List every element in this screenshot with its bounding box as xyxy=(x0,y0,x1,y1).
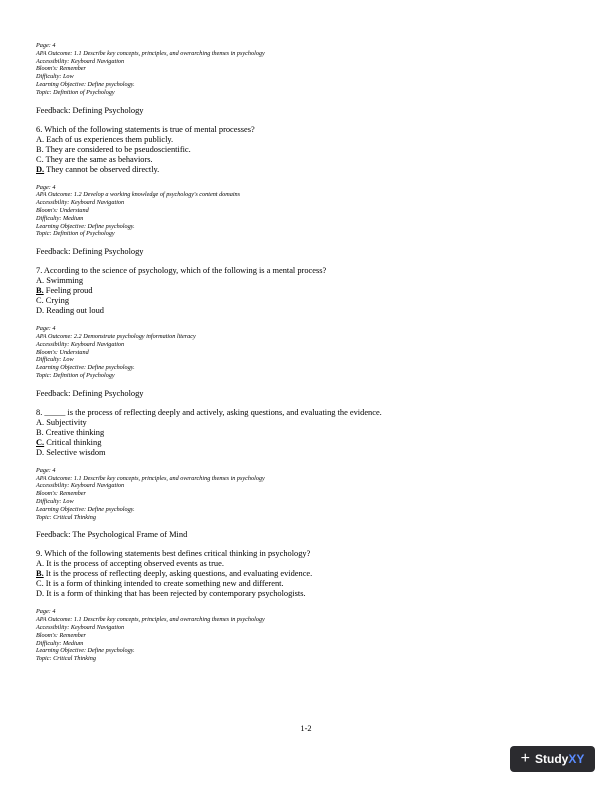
meta-accessibility: Accessibility: Keyboard Navigation xyxy=(36,340,125,348)
answer-letter: B. xyxy=(36,427,44,437)
answer-letter: D. xyxy=(36,306,45,316)
answer-option xyxy=(36,135,576,145)
answer-letter: B. xyxy=(36,144,44,154)
meta-apa-outcome: APA Outcome: 1.1 Describe key concepts, principles, and overarching themes in psychology xyxy=(36,49,265,57)
meta-blooms: Bloom's: Remember xyxy=(36,631,86,639)
question-list xyxy=(36,125,576,663)
feedback-line: Feedback: Defining Psychology xyxy=(36,247,144,257)
correct-answer-letter: B. xyxy=(36,569,44,579)
meta-blooms: Bloom's: Understand xyxy=(36,206,89,214)
answer-option xyxy=(36,165,576,175)
feedback-line: Feedback: Defining Psychology xyxy=(36,105,144,115)
brand-name: Study xyxy=(534,752,569,766)
meta-topic: Topic: Definition of Psychology xyxy=(36,230,115,238)
answer-text: Subjectivity xyxy=(44,417,87,427)
answer-text: Each of us experiences them publicly. xyxy=(44,134,174,144)
answer-option xyxy=(36,448,576,458)
meta-difficulty: Difficulty: Medium xyxy=(36,214,84,222)
document-page xyxy=(36,42,576,663)
meta-page: Page: 4 xyxy=(36,183,56,191)
answer-text: It is the process of accepting observed events as true. xyxy=(44,559,224,569)
answer-letter: C. xyxy=(36,296,44,306)
answer-options xyxy=(36,418,576,458)
meta-apa-outcome: APA Outcome: 1.1 Describe key concepts, principles, and overarching themes in psychology xyxy=(36,474,265,482)
meta-blooms: Bloom's: Remember xyxy=(36,65,86,73)
meta-apa-outcome: APA Outcome: 1.1 Describe key concepts, principles, and overarching themes in psychology xyxy=(36,616,265,624)
feedback-line: Feedback: The Psychological Frame of Mind xyxy=(36,530,188,540)
answer-text: Selective wisdom xyxy=(44,447,106,457)
answer-text: Critical thinking xyxy=(44,437,102,447)
answer-letter: A. xyxy=(36,559,45,569)
meta-accessibility: Accessibility: Keyboard Navigation xyxy=(36,482,125,490)
meta-block xyxy=(36,184,576,239)
meta-block xyxy=(36,467,576,522)
meta-block xyxy=(36,325,576,380)
correct-answer-letter: B. xyxy=(36,286,44,296)
meta-difficulty: Difficulty: Low xyxy=(36,356,74,364)
meta-blooms: Bloom's: Remember xyxy=(36,490,86,498)
meta-accessibility: Accessibility: Keyboard Navigation xyxy=(36,57,125,65)
answer-option xyxy=(36,296,576,306)
meta-page: Page: 4 xyxy=(36,42,56,49)
answer-text: It is the process of reflecting deeply, asking questions, and evaluating evidence. xyxy=(43,569,313,579)
answer-option xyxy=(36,306,576,316)
question-block xyxy=(36,549,576,663)
answer-option xyxy=(36,286,576,296)
meta-blooms: Bloom's: Understand xyxy=(36,348,89,356)
meta-accessibility: Accessibility: Keyboard Navigation xyxy=(36,623,125,631)
meta-apa-outcome: APA Outcome: 2.2 Demonstrate psychology information literacy xyxy=(36,332,196,340)
correct-answer-letter: D. xyxy=(36,164,45,174)
answer-option xyxy=(36,579,576,589)
answer-option xyxy=(36,155,576,165)
meta-learning-objective: Learning Objective: Define psychology. xyxy=(36,364,135,372)
meta-topic: Topic: Definition of Psychology xyxy=(36,88,115,96)
meta-learning-objective: Learning Objective: Define psychology. xyxy=(36,505,135,513)
answer-letter: C. xyxy=(36,154,44,164)
answer-text: Creative thinking xyxy=(43,427,105,437)
meta-learning-objective: Learning Objective: Define psychology. xyxy=(36,647,135,655)
meta-difficulty: Difficulty: Low xyxy=(36,73,74,81)
meta-learning-objective: Learning Objective: Define psychology. xyxy=(36,80,135,88)
meta-block xyxy=(36,42,576,97)
answer-text: It is a form of thinking intended to create something new and different. xyxy=(43,579,284,589)
answer-letter: D. xyxy=(36,447,45,457)
studyxy-logo[interactable] xyxy=(510,746,595,772)
answer-letter: A. xyxy=(36,134,45,144)
answer-text: They are the same as behaviors. xyxy=(43,154,153,164)
answer-letter: C. xyxy=(36,579,44,589)
meta-difficulty: Difficulty: Low xyxy=(36,497,74,505)
feedback-line: Feedback: Defining Psychology xyxy=(36,388,144,398)
question-block xyxy=(36,408,576,541)
answer-option xyxy=(36,276,576,286)
question-stem: 8. _____ is the process of reflecting deeply and actively, asking questions, and evaluating the evidence. xyxy=(36,407,382,417)
answer-text: They cannot be observed directly. xyxy=(44,164,160,174)
correct-answer-letter: C. xyxy=(36,437,45,447)
answer-letter: D. xyxy=(36,589,45,599)
plus-icon: + xyxy=(520,750,530,767)
answer-options xyxy=(36,135,576,175)
meta-topic: Topic: Critical Thinking xyxy=(36,513,96,521)
answer-option xyxy=(36,145,576,155)
answer-text: It is a form of thinking that has been rejected by contemporary psychologists. xyxy=(44,589,306,599)
answer-option xyxy=(36,559,576,569)
answer-option xyxy=(36,418,576,428)
meta-block xyxy=(36,608,576,663)
answer-letter: A. xyxy=(36,276,45,286)
meta-topic: Topic: Critical Thinking xyxy=(36,655,96,663)
question-stem: 7. According to the science of psychology, which of the following is a mental process? xyxy=(36,266,327,276)
answer-options xyxy=(36,276,576,316)
meta-accessibility: Accessibility: Keyboard Navigation xyxy=(36,199,125,207)
answer-option xyxy=(36,569,576,579)
answer-option xyxy=(36,438,576,448)
question-stem: 9. Which of the following statements best defines critical thinking in psychology? xyxy=(36,549,311,559)
page-number: 1-2 xyxy=(300,724,312,733)
answer-letter: A. xyxy=(36,417,45,427)
answer-text: Feeling proud xyxy=(43,286,93,296)
brand-accent: XY xyxy=(568,752,585,766)
answer-options xyxy=(36,559,576,599)
meta-learning-objective: Learning Objective: Define psychology. xyxy=(36,222,135,230)
answer-text: They are considered to be pseudoscientific. xyxy=(43,144,191,154)
answer-option xyxy=(36,589,576,599)
meta-page: Page: 4 xyxy=(36,325,56,333)
meta-difficulty: Difficulty: Medium xyxy=(36,639,84,647)
answer-text: Swimming xyxy=(44,276,84,286)
question-block xyxy=(36,125,576,258)
answer-option xyxy=(36,428,576,438)
answer-text: Crying xyxy=(43,296,70,306)
question-block xyxy=(36,266,576,399)
meta-page: Page: 4 xyxy=(36,466,56,474)
answer-text: Reading out loud xyxy=(44,306,104,316)
meta-page: Page: 4 xyxy=(36,608,56,616)
question-stem: 6. Which of the following statements is true of mental processes? xyxy=(36,124,255,134)
meta-topic: Topic: Definition of Psychology xyxy=(36,371,115,379)
meta-apa-outcome: APA Outcome: 1.2 Develop a working knowledge of psychology's content domains xyxy=(36,191,241,199)
